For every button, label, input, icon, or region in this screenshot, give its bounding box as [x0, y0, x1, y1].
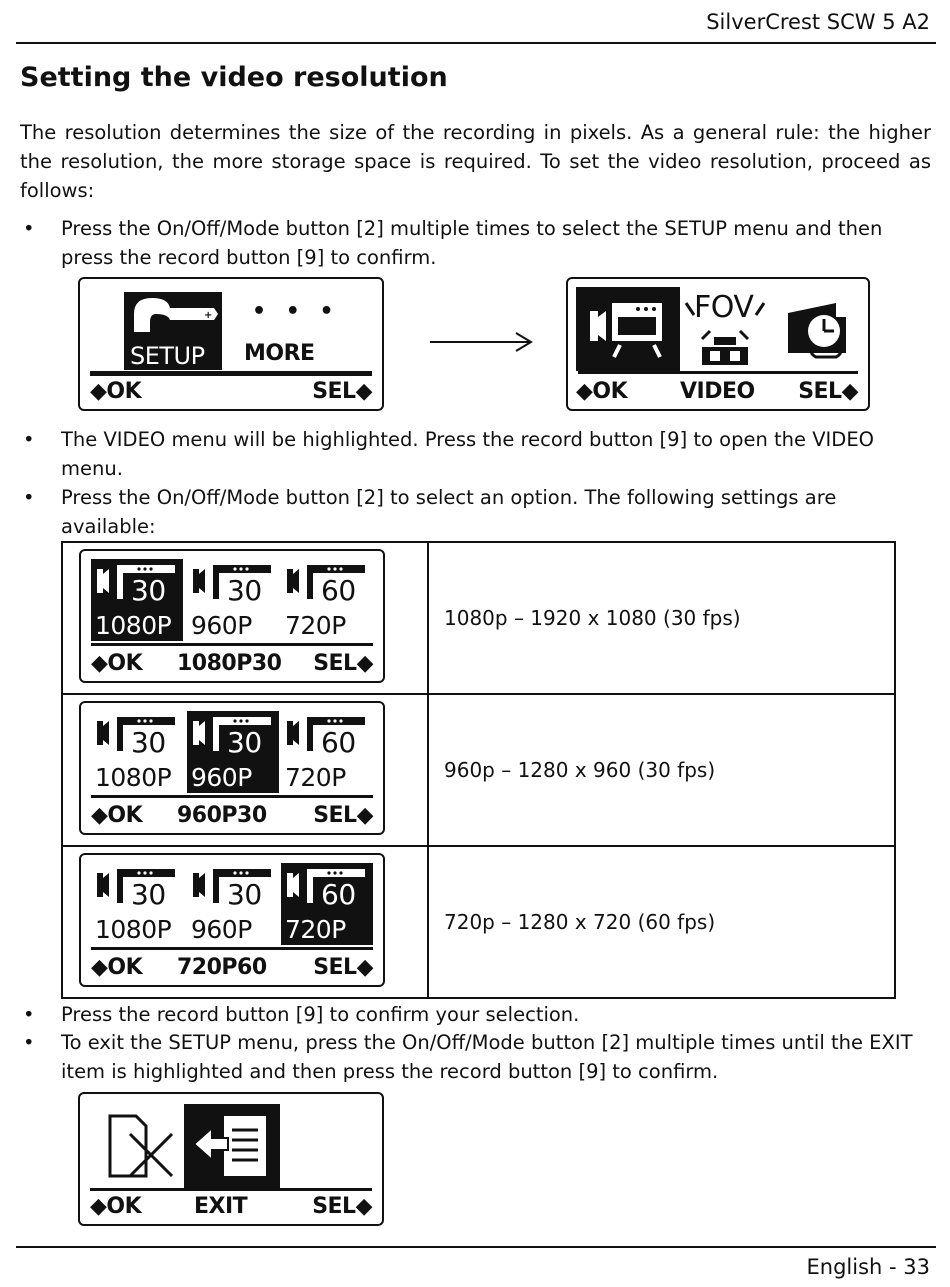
bullet-icon: •: [23, 1003, 35, 1026]
resolution-screen-1080p: [79, 549, 385, 683]
resolution-screen-cell: [62, 846, 428, 998]
bullet-icon: •: [23, 486, 35, 509]
resolution-label: 960P: [191, 915, 252, 944]
resolution-mode-label: 720P60: [177, 955, 267, 980]
fps-value: 30: [131, 878, 166, 911]
document-header: SilverCrest SCW 5 A2: [706, 10, 930, 34]
resolution-mode-label: 960P30: [177, 803, 267, 828]
screen-divider: [90, 1188, 372, 1191]
resolution-label: 1080P: [95, 915, 172, 944]
fps-value: 60: [321, 574, 356, 607]
more-dots-icon: • • •: [252, 299, 340, 324]
resolution-tile: [91, 863, 183, 945]
exit-menu-screen: [78, 1092, 384, 1226]
resolution-tile: [187, 559, 279, 641]
resolution-screen-cell: [62, 694, 428, 846]
exit-tile-highlighted: [184, 1104, 280, 1188]
ok-softkey: ◆OK: [91, 651, 143, 676]
resolution-tile: [187, 863, 279, 945]
ok-softkey: ◆OK: [91, 803, 143, 828]
ok-softkey: ◆OK: [576, 379, 628, 404]
exit-arrow-icon: [184, 1104, 280, 1188]
sel-softkey: SEL◆: [313, 803, 373, 828]
bullet-icon: •: [23, 1031, 35, 1054]
video-camera-icon: [576, 287, 680, 371]
resolution-mode-label: 1080P30: [177, 651, 282, 676]
screen-divider: [90, 371, 372, 376]
ok-softkey: ◆OK: [91, 955, 143, 980]
resolution-description: 720p – 1280 x 720 (60 fps): [428, 846, 895, 998]
exit-label: EXIT: [194, 1194, 248, 1219]
header-rule: [16, 42, 936, 44]
table-row: [62, 694, 895, 846]
resolution-label: 1080P: [95, 763, 172, 792]
bullet-item: • To exit the SETUP menu, press the On/Off/Mode button [2] multiple times until the EXIT item is highlighted and then press the record button [9] to confirm.: [20, 1028, 930, 1086]
screen-divider: [91, 643, 373, 646]
resolution-label: 720P: [285, 611, 346, 640]
setup-tile-highlighted: [124, 292, 222, 370]
bullet-item: • The VIDEO menu will be highlighted. Press the record button [9] to open the VIDEO menu.: [20, 425, 930, 483]
bullet-item: • Press the On/Off/Mode button [2] to select an option. The following settings are available:: [20, 483, 930, 541]
fps-value: 30: [131, 574, 166, 607]
sel-softkey: SEL◆: [313, 651, 373, 676]
svg-text:+: +: [204, 310, 213, 321]
bullet-icon: •: [23, 217, 35, 240]
right-arrow-icon: [430, 330, 535, 354]
fps-value: 60: [321, 726, 356, 759]
resolution-label: 720P: [285, 763, 346, 792]
sel-softkey: SEL◆: [313, 955, 373, 980]
resolution-description: 1080p – 1920 x 1080 (30 fps): [428, 542, 895, 694]
fps-value: 30: [227, 574, 262, 607]
ok-softkey: ◆OK: [90, 1194, 142, 1219]
sel-softkey: SEL◆: [798, 379, 858, 404]
fps-value: 30: [227, 726, 262, 759]
bullet-item: • Press the record button [9] to confirm your selection.: [20, 1000, 930, 1029]
resolution-tile: [281, 559, 373, 641]
resolution-screen-cell: [62, 542, 428, 694]
fov-label: FOV: [694, 290, 754, 325]
table-row: [62, 542, 895, 694]
video-label: VIDEO: [680, 379, 755, 404]
intro-paragraph: The resolution determines the size of the recording in pixels. As a general rule: the higher the resolution, the more storage space is required. To set the video resolution, proceed as follows:: [20, 121, 931, 202]
resolution-tile: [91, 711, 183, 793]
sel-softkey: SEL◆: [312, 1194, 372, 1219]
resolution-label: 960P: [191, 763, 252, 792]
resolution-tile: [281, 863, 373, 945]
fps-value: 30: [131, 726, 166, 759]
resolution-label: 720P: [285, 915, 346, 944]
fps-value: 30: [227, 878, 262, 911]
page-number: English - 33: [806, 1255, 930, 1279]
footer-rule: [16, 1246, 936, 1248]
exit-document-icon: [106, 1112, 178, 1180]
resolution-tile: [187, 711, 279, 793]
resolution-tile: [281, 711, 373, 793]
more-label: MORE: [244, 341, 315, 366]
bullet-icon: •: [23, 428, 35, 451]
table-row: [62, 846, 895, 998]
resolution-tile: [91, 559, 183, 641]
screen-divider: [91, 947, 373, 950]
resolution-label: 1080P: [95, 611, 172, 640]
resolution-options-table: [61, 541, 896, 999]
setup-menu-screen: [78, 277, 384, 411]
video-menu-screen: [566, 277, 870, 411]
screen-divider: [578, 371, 858, 374]
resolution-description: 960p – 1280 x 960 (30 fps): [428, 694, 895, 846]
video-tile-highlighted: [576, 287, 680, 371]
resolution-screen-960p: [79, 701, 385, 835]
fps-value: 60: [321, 878, 356, 911]
setup-label: SETUP: [130, 342, 205, 370]
resolution-label: 960P: [191, 611, 252, 640]
ok-softkey: ◆OK: [90, 379, 142, 404]
timelapse-clock-icon: [774, 295, 854, 367]
sel-softkey: SEL◆: [312, 379, 372, 404]
section-heading: Setting the video resolution: [20, 62, 448, 93]
bullet-item: • Press the On/Off/Mode button [2] multiple times to select the SETUP menu and then press the record button [9] to confirm.: [20, 214, 930, 272]
screen-divider: [91, 795, 373, 798]
resolution-screen-720p: [79, 853, 385, 987]
wrench-icon: [124, 292, 222, 342]
